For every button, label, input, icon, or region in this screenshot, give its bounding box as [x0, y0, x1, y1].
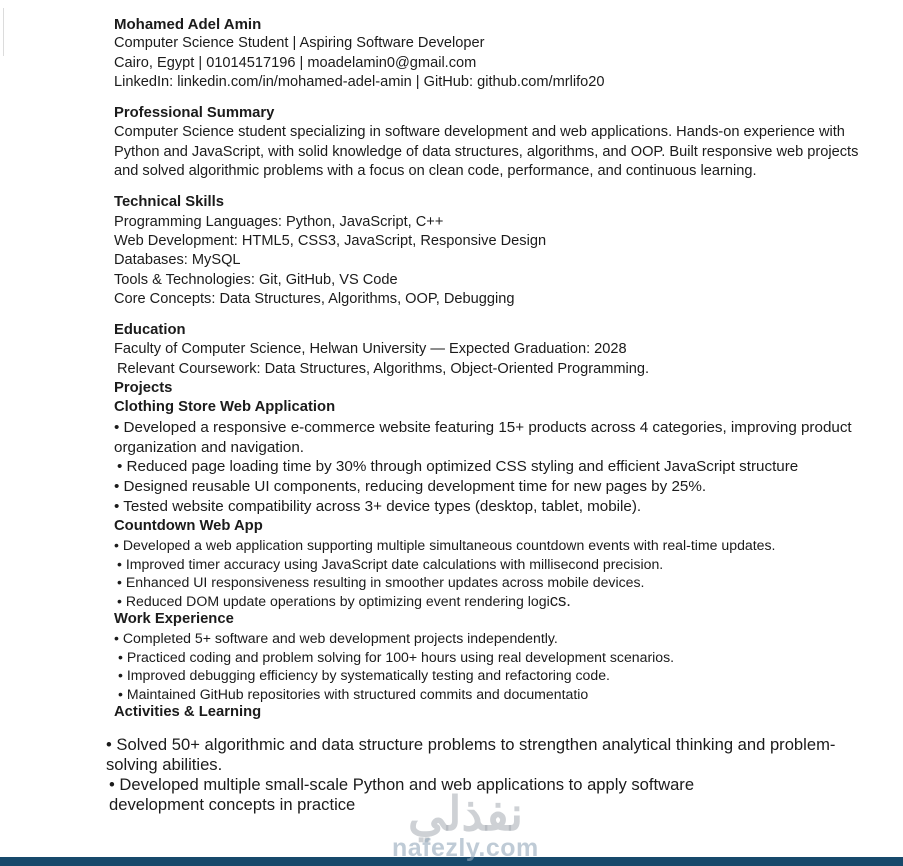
project-bullet-suffix: cs.	[549, 590, 571, 610]
activities-bullet: • Developed multiple small-scale Python and web applications to apply software	[109, 775, 695, 795]
project-title-countdown: Countdown Web App	[114, 518, 263, 535]
skills-line: Programming Languages: Python, JavaScript, C++	[114, 213, 444, 230]
header-contact-line: Cairo, Egypt | 01014517196 | moadelamin0@gmail.com	[114, 54, 477, 71]
skills-line: Tools & Technologies: Git, GitHub, VS Code	[114, 271, 398, 288]
section-heading-skills: Technical Skills	[114, 194, 224, 211]
header-name: Mohamed Adel Amin	[114, 16, 262, 33]
header-title-line: Computer Science Student | Aspiring Software Developer	[114, 35, 485, 52]
education-line: Faculty of Computer Science, Helwan University — Expected Graduation: 2028	[114, 341, 627, 358]
activities-bullet: • Solved 50+ algorithmic and data structure problems to strengthen analytical thinking and problem-solving abilities.	[106, 735, 836, 775]
project-bullet: • Designed reusable UI components, reducing development time for new pages by 25%.	[114, 478, 707, 496]
project-bullet: • Enhanced UI responsiveness resulting in smoother updates across mobile devices.	[117, 574, 645, 591]
project-bullet: • Developed a web application supporting multiple simultaneous countdown events with real-time updates.	[114, 537, 776, 554]
skills-line: Databases: MySQL	[114, 252, 241, 269]
project-bullet-text: • Reduced DOM update operations by optimizing event rendering logi	[117, 592, 550, 609]
nafezly-arabic-watermark: نفذلي	[408, 787, 524, 840]
project-bullet	[114, 592, 870, 610]
skills-line: Core Concepts: Data Structures, Algorithms, OOP, Debugging	[114, 290, 515, 307]
education-line: Relevant Coursework: Data Structures, Algorithms, Object-Oriented Programming.	[117, 360, 650, 377]
project-bullet: • Tested website compatibility across 3+ device types (desktop, tablet, mobile).	[114, 498, 642, 516]
section-heading-projects: Projects	[114, 380, 173, 397]
section-heading-activities: Activities & Learning	[114, 704, 262, 721]
project-bullet: • Reduced page loading time by 30% through optimized CSS styling and efficient JavaScript structure	[117, 458, 799, 476]
section-heading-work: Work Experience	[114, 611, 234, 628]
skills-line: Web Development: HTML5, CSS3, JavaScript, Responsive Design	[114, 232, 547, 249]
header-links-line: LinkedIn: linkedin.com/in/mohamed-adel-amin | GitHub: github.com/mrlifo20	[114, 73, 605, 90]
project-bullet: • Developed a responsive e-commerce website featuring 15+ products across 4 categories, improving product organization and navigation.	[114, 418, 852, 456]
summary-paragraph: Computer Science student specializing in software development and web applications. Hands-on experience with Python and JavaScript, with solid knowledge of data structures, algorithms, and OOP. Built responsive web projects and solved algorithmic problems with a focus on clean code, performance, and continuous learning.	[114, 124, 859, 180]
section-heading-summary: Professional Summary	[114, 105, 275, 122]
nafezly-domain-watermark: nafezly.com	[392, 834, 539, 862]
project-bullet: • Improved timer accuracy using JavaScript date calculations with millisecond precision.	[117, 555, 664, 572]
activities-overflow-line: development concepts in practice	[109, 795, 356, 815]
section-heading-education: Education	[114, 322, 186, 339]
work-bullet: • Maintained GitHub repositories with structured commits and documentatio	[118, 685, 589, 702]
page-edge-line	[3, 8, 4, 56]
work-bullet: • Completed 5+ software and web development projects independently.	[114, 630, 558, 647]
project-title-clothing: Clothing Store Web Application	[114, 399, 336, 416]
work-bullet: • Practiced coding and problem solving for 100+ hours using real development scenarios.	[118, 648, 675, 665]
work-bullet: • Improved debugging efficiency by systematically testing and refactoring code.	[118, 667, 610, 684]
